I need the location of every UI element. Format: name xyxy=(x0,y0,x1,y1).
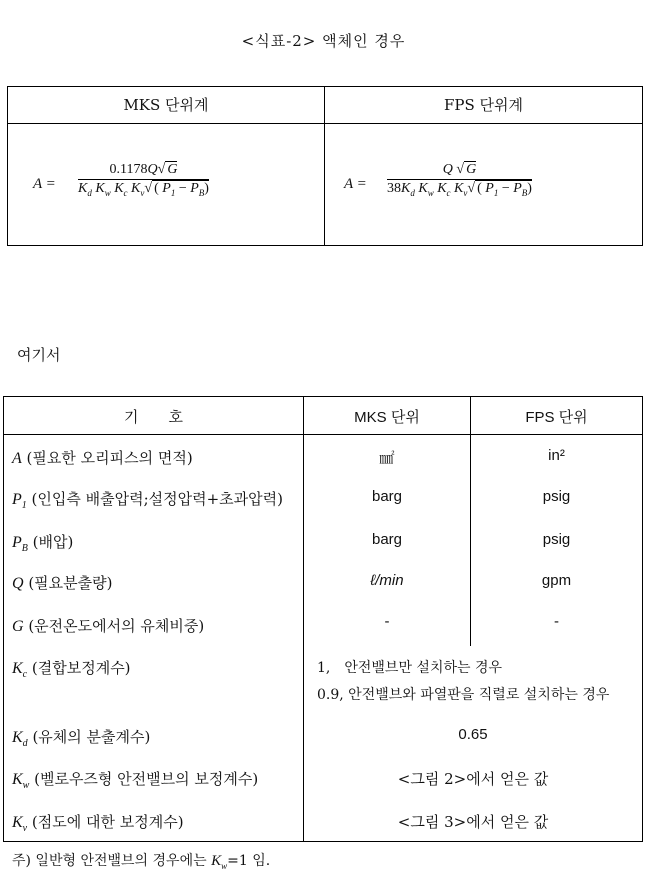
symbol-sub: B xyxy=(21,543,28,554)
symbol: Q xyxy=(12,575,24,592)
mks-p1-sub: 1 xyxy=(170,187,176,198)
symbol-description: (유체의 분출계수) xyxy=(27,728,151,746)
fps-kc-sub: c xyxy=(446,187,451,198)
mks-lhs: A = xyxy=(33,176,56,192)
kv-value: <그림 3>에서 얻은 값 xyxy=(397,813,549,831)
mks-formula xyxy=(8,124,324,245)
fps-unit: - xyxy=(554,613,559,630)
table-row xyxy=(12,657,131,680)
table-row xyxy=(12,768,258,791)
fps-den-coefficient: 38 xyxy=(387,181,401,196)
symbol-description: (인입측 배출압력;설정압력+초과압력) xyxy=(26,490,283,508)
mks-kd-sub: d xyxy=(87,187,92,198)
mks-p1: P xyxy=(162,181,171,196)
table-row xyxy=(12,726,150,749)
mks-g: G xyxy=(167,162,178,177)
sqrt-icon: √ xyxy=(157,162,166,177)
fps-header: FPS 단위계 xyxy=(443,96,523,114)
symbol-header: 기 호 xyxy=(124,408,183,426)
sqrt-icon: √ xyxy=(467,181,476,196)
fps-minus: − xyxy=(501,181,510,196)
symbol-sub: v xyxy=(22,823,28,834)
fps-unit: in² xyxy=(548,447,565,464)
table-row xyxy=(12,615,204,636)
sqrt-icon: √ xyxy=(456,162,465,177)
fps-pb: P xyxy=(513,181,522,196)
symbol: K xyxy=(12,771,23,788)
mks-unit: ℓ/min xyxy=(370,572,404,589)
footnote-suffix: =1 임. xyxy=(227,853,271,869)
page-title: <식표-2> 액체인 경우 xyxy=(241,32,406,50)
fps-unit-header: FPS 단위 xyxy=(525,409,588,426)
mks-kv: K xyxy=(131,181,141,196)
fps-kc: K xyxy=(437,181,447,196)
fps-kv: K xyxy=(454,181,464,196)
fps-unit: psig xyxy=(542,531,571,548)
table-row xyxy=(12,447,193,468)
mks-kd: K xyxy=(78,181,88,196)
mks-q: Q xyxy=(147,162,158,177)
fps-kd-sub: d xyxy=(410,187,415,198)
symbol: A xyxy=(12,450,22,467)
kc-option-1: 1, 안전밸브만 설치하는 경우 xyxy=(317,660,503,676)
footnote-symbol: K xyxy=(211,853,222,869)
kw-value: <그림 2>에서 얻은 값 xyxy=(397,770,549,788)
mks-pb-sub: B xyxy=(198,187,205,198)
mks-unit: barg xyxy=(371,531,403,548)
symbol: P xyxy=(12,491,22,508)
footnote-prefix: 주) 일반형 안전밸브의 경우에는 xyxy=(12,853,212,869)
footnote xyxy=(12,850,270,871)
table-row xyxy=(12,572,113,593)
mks-minus: − xyxy=(178,181,187,196)
symbol-description: (결합보정계수) xyxy=(27,659,131,677)
fps-q: Q xyxy=(442,162,453,177)
mks-pb: P xyxy=(190,181,199,196)
fps-kw: K xyxy=(418,181,428,196)
fps-formula xyxy=(325,124,642,245)
fps-radicand: ( $P_1 - P_B$) xyxy=(477,181,532,198)
symbol-description: (벨로우즈형 안전밸브의 보정계수) xyxy=(29,770,259,788)
fps-unit: gpm xyxy=(541,572,572,589)
symbol: G xyxy=(12,618,24,635)
mks-unit: barg xyxy=(371,488,403,505)
symbol: K xyxy=(12,660,23,677)
symbol-description: (점도에 대한 보정계수) xyxy=(27,813,184,831)
symbol-sub: c xyxy=(22,669,28,680)
kd-value: 0.65 xyxy=(458,726,488,743)
mks-kc: K xyxy=(114,181,124,196)
symbol-description: (필요분출량) xyxy=(23,574,113,592)
fps-denominator xyxy=(387,181,532,198)
sqrt-icon: √ xyxy=(144,181,153,196)
table-row xyxy=(12,811,184,834)
symbol: K xyxy=(12,814,23,831)
kc-option-2: 0.9, 안전밸브와 파열판을 직렬로 설치하는 경우 xyxy=(317,687,610,703)
table-row xyxy=(12,488,283,511)
symbol: K xyxy=(12,729,23,746)
fps-p1: P xyxy=(485,181,494,196)
mks-kw: K xyxy=(95,181,105,196)
mks-radicand: ( $P_1 - P_B$) xyxy=(154,181,209,198)
fps-kd: K xyxy=(401,181,411,196)
mks-numerator xyxy=(78,162,209,178)
header-divider xyxy=(4,434,642,435)
mks-header: MKS 단위계 xyxy=(123,96,209,114)
symbol-description: (배압) xyxy=(27,533,74,551)
mks-unit: - xyxy=(384,613,390,630)
fps-fraction xyxy=(387,162,532,198)
symbol-description: (필요한 오리피스의 면적) xyxy=(21,449,193,467)
formula-table xyxy=(7,86,643,246)
here-label: 여기서 xyxy=(17,346,61,364)
mks-fraction xyxy=(78,162,209,198)
symbol: P xyxy=(12,534,22,551)
table-row xyxy=(12,531,73,554)
symbol-sub: 1 xyxy=(21,500,27,511)
fps-numerator xyxy=(387,162,532,178)
fps-kw-sub: w xyxy=(427,187,434,198)
fps-kv-sub: v xyxy=(463,187,468,198)
symbols-table xyxy=(3,396,643,842)
fps-g: G xyxy=(466,162,477,177)
mks-kw-sub: w xyxy=(104,187,111,198)
fps-unit: psig xyxy=(542,488,571,505)
mks-unit-header: MKS 단위 xyxy=(354,409,420,426)
fps-p1-sub: 1 xyxy=(493,187,499,198)
mks-unit: ㎟ xyxy=(379,450,395,467)
symbol-sub: d xyxy=(22,738,28,749)
symbol-sub: w xyxy=(22,780,30,791)
fps-pb-sub: B xyxy=(521,187,528,198)
symbol-description: (운전온도에서의 유체비중) xyxy=(23,617,205,635)
mks-kv-sub: v xyxy=(140,187,145,198)
fps-lhs: A = xyxy=(344,176,367,192)
mks-coefficient: 0.1178 xyxy=(109,162,148,177)
mks-denominator xyxy=(78,181,209,198)
mks-kc-sub: c xyxy=(123,187,128,198)
footnote-symbol-sub: w xyxy=(221,860,228,871)
